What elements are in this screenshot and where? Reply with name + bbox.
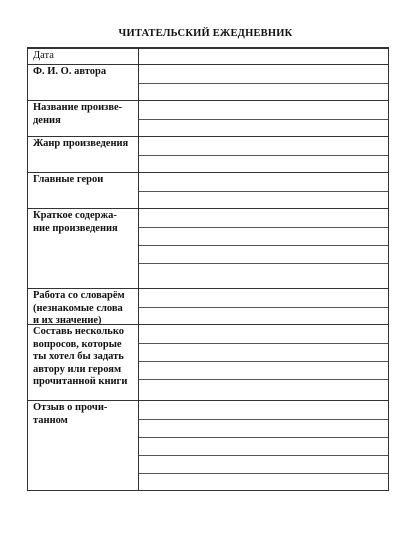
label-dictionary: Работа со словарём (незнакомые слова и их значение) bbox=[33, 290, 125, 326]
ruled-line[interactable] bbox=[139, 437, 388, 438]
ruled-line[interactable] bbox=[139, 155, 388, 156]
page-title: ЧИТАТЕЛЬСКИЙ ЕЖЕДНЕВНИК bbox=[118, 28, 293, 39]
reading-diary-table bbox=[27, 47, 389, 491]
row-author bbox=[28, 64, 388, 101]
label-summary: Краткое содержа- ние произведения bbox=[33, 210, 118, 234]
ruled-line[interactable] bbox=[139, 119, 388, 120]
row-summary bbox=[28, 208, 388, 289]
label-title: Название произве- дения bbox=[33, 102, 123, 126]
label-review: Отзыв о прочи- танном bbox=[33, 402, 108, 426]
ruled-line[interactable] bbox=[139, 419, 388, 420]
label-genre: Жанр произведения bbox=[33, 138, 129, 149]
ruled-line[interactable] bbox=[139, 191, 388, 192]
label-author: Ф. И. О. автора bbox=[33, 66, 107, 77]
row-review bbox=[28, 400, 388, 493]
row-questions bbox=[28, 324, 388, 401]
ruled-line[interactable] bbox=[139, 227, 388, 228]
ruled-line[interactable] bbox=[139, 473, 388, 474]
row-dictionary bbox=[28, 288, 388, 325]
row-title bbox=[28, 100, 388, 137]
ruled-line[interactable] bbox=[139, 379, 388, 380]
ruled-line[interactable] bbox=[139, 361, 388, 362]
label-date: Дата bbox=[33, 50, 54, 61]
label-questions: Составь несколько вопросов, которые ты хотел бы задать автору или героям прочитанной книги bbox=[33, 326, 128, 387]
row-genre bbox=[28, 136, 388, 173]
ruled-line[interactable] bbox=[139, 343, 388, 344]
ruled-line[interactable] bbox=[139, 307, 388, 308]
row-date bbox=[28, 48, 388, 65]
ruled-line[interactable] bbox=[139, 83, 388, 84]
label-heroes: Главные герои bbox=[33, 174, 104, 185]
ruled-line[interactable] bbox=[139, 245, 388, 246]
ruled-line[interactable] bbox=[139, 263, 388, 264]
row-heroes bbox=[28, 172, 388, 209]
ruled-line[interactable] bbox=[139, 455, 388, 456]
